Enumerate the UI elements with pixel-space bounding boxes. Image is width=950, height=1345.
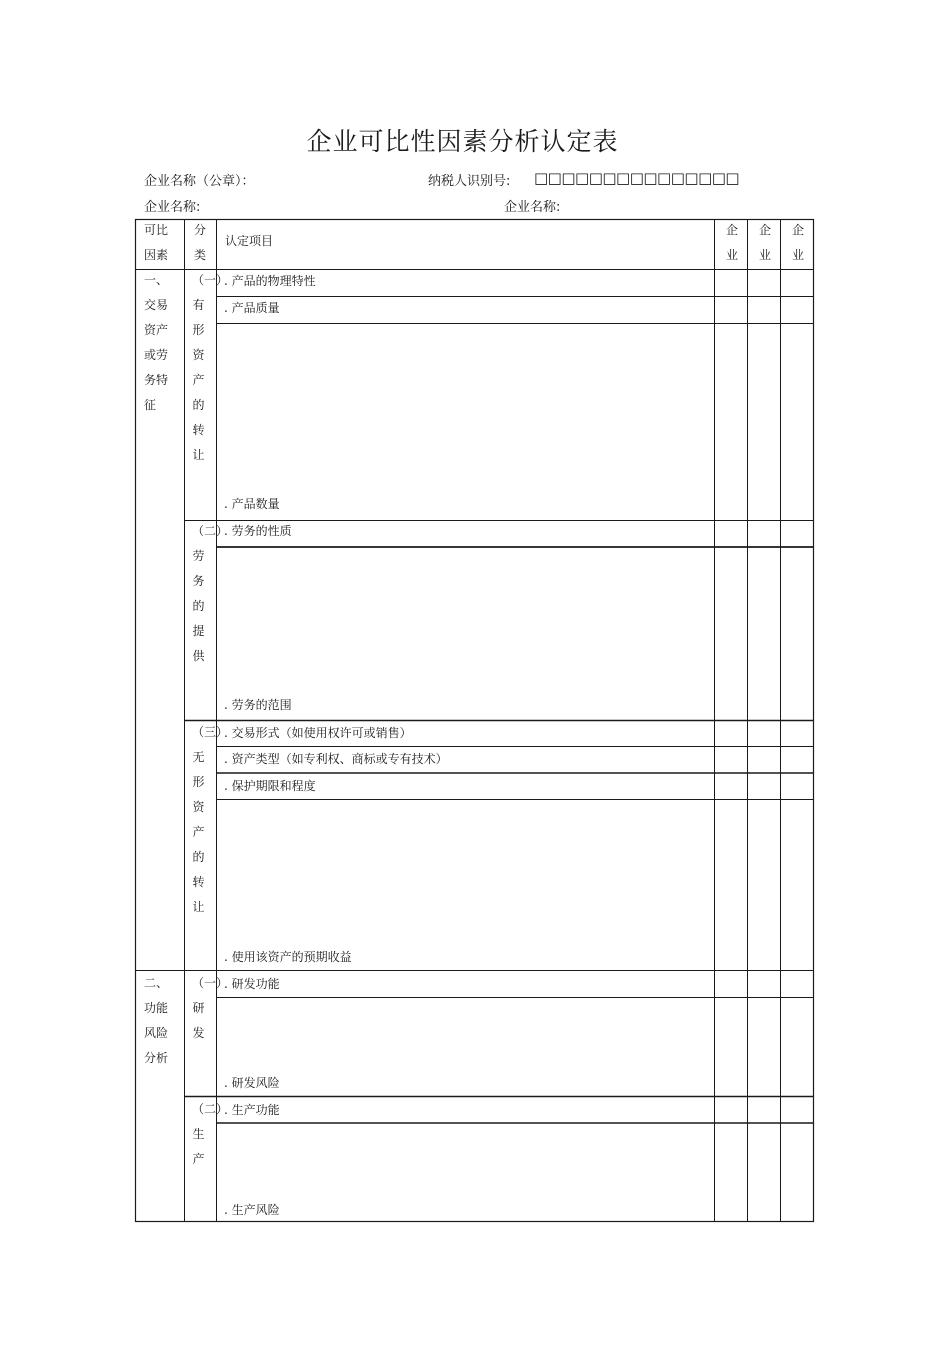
col-company-2-header: 企业 <box>759 223 772 262</box>
category-1-3-label: （三）无形资产的转让 <box>192 725 229 914</box>
item-rd-function: . 研发功能 <box>224 977 280 991</box>
col-company-3-header: 企业 <box>792 223 805 262</box>
factor-1-label: 一、交易资产或劳务特征 <box>144 273 169 412</box>
col-company-1-header: 企业 <box>726 223 739 262</box>
company-name-label-1: 企业名称: <box>144 200 201 215</box>
item-physical-properties: . 产品的物理特性 <box>224 274 316 288</box>
taxpayer-id-boxes: □□□□□□□□□□□□□□□ <box>534 169 740 187</box>
company-name-label-2: 企业名称: <box>504 200 561 215</box>
category-1-1-label: （一）有形资产的转让 <box>192 273 229 462</box>
item-asset-type: . 资产类型（如专利权、商标或专有技术） <box>224 752 448 766</box>
item-product-quality: . 产品质量 <box>224 301 280 315</box>
col-item-header: 认定项目 <box>225 234 274 248</box>
col-category-header: 分类 <box>194 223 207 262</box>
item-rd-risk: . 研发风险 <box>224 1076 280 1090</box>
category-1-2-label: （二）劳务的提供 <box>192 524 229 663</box>
company-name-seal-label: 企业名称（公章）： <box>144 174 255 189</box>
factor-2-label: 二、功能风险分析 <box>144 976 169 1065</box>
taxpayer-id-label: 纳税人识别号: <box>428 174 511 189</box>
category-2-1-label: （一）研发 <box>192 976 229 1040</box>
item-service-scope: . 劳务的范围 <box>224 698 292 712</box>
item-production-risk: . 生产风险 <box>224 1203 280 1217</box>
item-product-quantity: . 产品数量 <box>224 497 280 511</box>
item-production-function: . 生产功能 <box>224 1103 280 1117</box>
category-2-2-label: （二）生产 <box>192 1102 229 1166</box>
item-transaction-form: . 交易形式（如使用权许可或销售） <box>224 726 412 740</box>
item-protection-term: . 保护期限和程度 <box>224 779 316 793</box>
item-service-nature: . 劳务的性质 <box>224 524 292 538</box>
col-factor-header: 可比因素 <box>144 223 169 262</box>
item-expected-return: . 使用该资产的预期收益 <box>224 950 352 964</box>
page-title: 企业可比性因素分析认定表 <box>306 127 619 156</box>
